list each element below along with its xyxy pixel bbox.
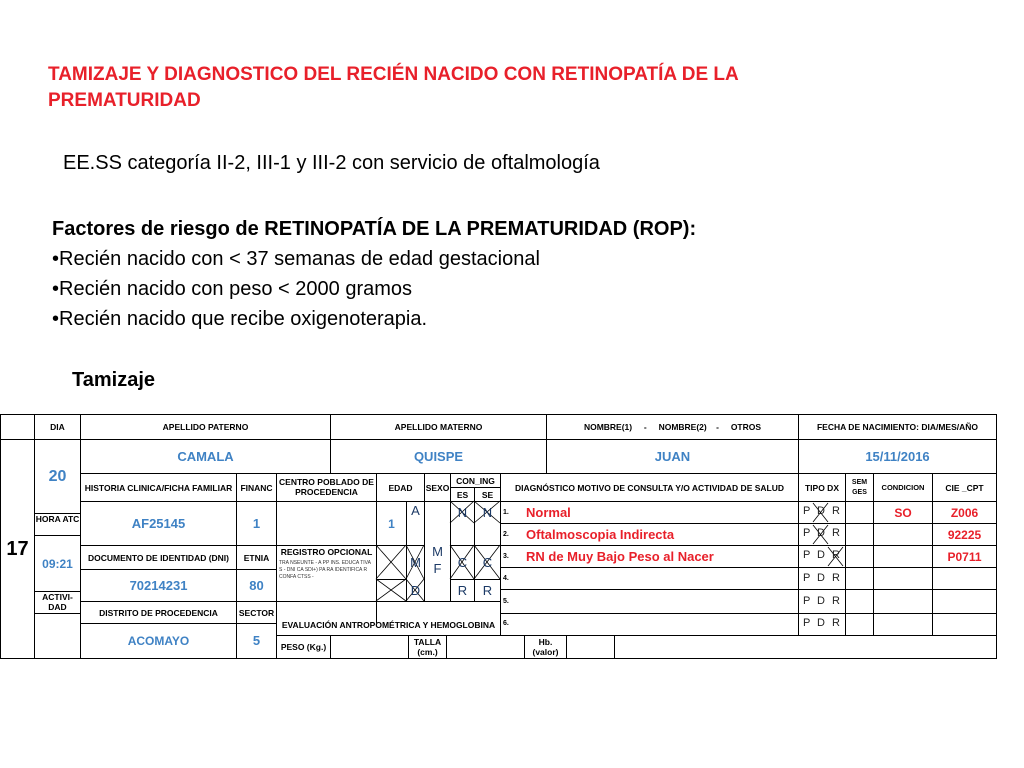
diag-num: 3. (503, 553, 509, 560)
cie-code[interactable]: 92225 (947, 527, 982, 542)
header-nombres: NOMBRE(1) - NOMBRE(2) - OTROS (583, 422, 762, 432)
header-peso: PESO (Kg.) (280, 642, 327, 652)
diag-num: 2. (503, 531, 509, 538)
his-form (0, 414, 997, 659)
subtitle: EE.SS categoría II-2, III-1 y III-2 con servicio de oftalmología (63, 152, 600, 174)
diag-num: 4. (503, 575, 509, 582)
tipo-dx-d[interactable]: D (817, 505, 825, 517)
con-es-c[interactable]: C (457, 554, 468, 570)
header-documento: DOCUMENTO DE IDENTIDAD (DNI) (87, 552, 230, 563)
tipo-dx-p[interactable]: P (803, 549, 811, 561)
tipo-dx-r[interactable]: R (832, 549, 840, 561)
tipo-dx-d[interactable]: D (817, 572, 825, 584)
header-edad: EDAD (388, 482, 413, 493)
diag-num: 1. (503, 509, 509, 516)
section-label: Tamizaje (72, 369, 155, 391)
sector-value[interactable]: 5 (252, 633, 261, 648)
distrito-value[interactable]: ACOMAYO (127, 634, 190, 648)
hora-value[interactable]: 09:21 (42, 556, 73, 571)
header-condicion: CONDICION (881, 482, 925, 492)
apellido-materno-value[interactable]: QUISPE (413, 448, 464, 464)
header-sexo: SEXO (425, 482, 450, 493)
header-historia: HISTORIA CLINICA/FICHA FAMILIAR (84, 482, 233, 493)
con-se-n[interactable]: N (482, 504, 493, 520)
header-semges: SEM GES (851, 478, 868, 496)
header-es: ES (456, 489, 469, 500)
sexo-m[interactable]: M (432, 544, 443, 557)
tipo-dx-p[interactable]: P (803, 617, 811, 629)
diagnosis-text[interactable]: Oftalmoscopia Indirecta (526, 527, 675, 542)
header-con-ing: CON_ING (456, 475, 495, 486)
header-registro-opcional: REGISTRO OPCIONAL (280, 547, 373, 557)
header-distrito: DISTRITO DE PROCEDENCIA (99, 607, 218, 618)
risk-factors-heading: Factores de riesgo de RETINOPATÍA DE LA PREMATURIDAD (ROP): (52, 218, 697, 240)
header-sector: SECTOR (238, 607, 275, 618)
sexo-f[interactable]: F (433, 564, 442, 576)
tipo-dx-r[interactable]: R (832, 527, 840, 539)
header-tipo-dx: TIPO DX (804, 482, 839, 493)
row-number: 17 (6, 538, 29, 560)
tipo-dx-d[interactable]: D (817, 617, 825, 629)
con-es-r[interactable]: R (457, 582, 468, 598)
risk-factor-item: •Recién nacido con peso < 2000 gramos (52, 278, 413, 300)
con-es-n[interactable]: N (457, 504, 468, 520)
hora-label: HORA ATC (35, 514, 80, 524)
cie-code[interactable]: P0711 (947, 549, 982, 564)
tipo-dx-p[interactable]: P (803, 505, 811, 517)
header-talla: TALLA (cm.) (413, 637, 442, 657)
risk-factor-item: •Recién nacido que recibe oxigenoterapia. (52, 308, 428, 330)
dia-value[interactable]: 20 (48, 467, 67, 485)
diag-num: 5. (503, 598, 509, 605)
edad-unit-m[interactable]: M (410, 554, 421, 570)
cie-code[interactable]: Z006 (950, 505, 979, 520)
edad-unit-a[interactable]: A (411, 503, 420, 518)
tipo-dx-d[interactable]: D (817, 527, 825, 539)
header-fecha-nacimiento: FECHA DE NACIMIENTO: DIA/MES/AÑO (816, 422, 979, 432)
diagnosis-text[interactable]: Normal (526, 505, 571, 520)
tipo-dx-p[interactable]: P (803, 572, 811, 584)
tipo-dx-r[interactable]: R (832, 572, 840, 584)
tipo-dx-p[interactable]: P (803, 527, 811, 539)
registro-opcional-note: TRA NSEUNTE - A PP INS. EDUCA TIVA S - DNI CA SDI+) PA RA IDENTIFICA R CONFA CTSS - (279, 560, 371, 578)
historia-value[interactable]: AF25145 (131, 515, 186, 531)
risk-factor-item: •Recién nacido con < 37 semanas de edad gestacional (52, 248, 540, 270)
header-dia: DIA (50, 422, 65, 432)
apellido-paterno-value[interactable]: CAMALA (177, 448, 234, 464)
diagnosis-text[interactable]: RN de Muy Bajo Peso al Nacer (526, 549, 714, 564)
actividad-label: ACTIVI-DAD (42, 592, 73, 612)
risk-factors (52, 214, 696, 334)
financ-value[interactable]: 1 (252, 515, 261, 531)
edad-value[interactable]: 1 (388, 516, 395, 531)
tipo-dx-p[interactable]: P (803, 595, 811, 607)
header-centro-poblado: CENTRO POBLADO DE PROCEDENCIA (279, 477, 374, 497)
header-cie: CIE _CPT (945, 482, 984, 493)
con-se-c[interactable]: C (482, 554, 493, 570)
tipo-dx-d[interactable]: D (817, 595, 825, 607)
con-se-r[interactable]: R (482, 582, 493, 598)
header-apellido-paterno: APELLIDO PATERNO (162, 422, 249, 432)
condicion-value[interactable]: SO (894, 505, 912, 520)
tipo-dx-r[interactable]: R (832, 595, 840, 607)
header-hb: Hb. (valor) (532, 637, 559, 657)
tipo-dx-d[interactable]: D (817, 549, 825, 561)
dni-value[interactable]: 70214231 (129, 577, 188, 593)
header-etnia: ETNIA (243, 552, 270, 563)
nombre-value[interactable]: JUAN (654, 448, 691, 464)
header-diagnostico: DIAGNÓSTICO MOTIVO DE CONSULTA Y/O ACTIVIDAD DE SALUD (514, 482, 785, 493)
tipo-dx-r[interactable]: R (832, 505, 840, 517)
diag-num: 6. (503, 620, 509, 627)
fecha-nacimiento-value[interactable]: 15/11/2016 (865, 448, 930, 464)
header-apellido-materno: APELLIDO MATERNO (394, 422, 483, 432)
page-title: TAMIZAJE Y DIAGNOSTICO DEL RECIÉN NACIDO CON RETINOPATÍA DE LA PREMATURIDAD (48, 64, 739, 111)
etnia-value[interactable]: 80 (249, 577, 264, 593)
header-se: SE (481, 489, 494, 500)
tipo-dx-r[interactable]: R (832, 617, 840, 629)
header-financ: FINANC (240, 482, 273, 493)
header-evaluacion: EVALUACIÓN ANTROPOMÉTRICA Y HEMOGLOBINA (281, 619, 496, 630)
edad-unit-d[interactable]: D (410, 582, 421, 598)
